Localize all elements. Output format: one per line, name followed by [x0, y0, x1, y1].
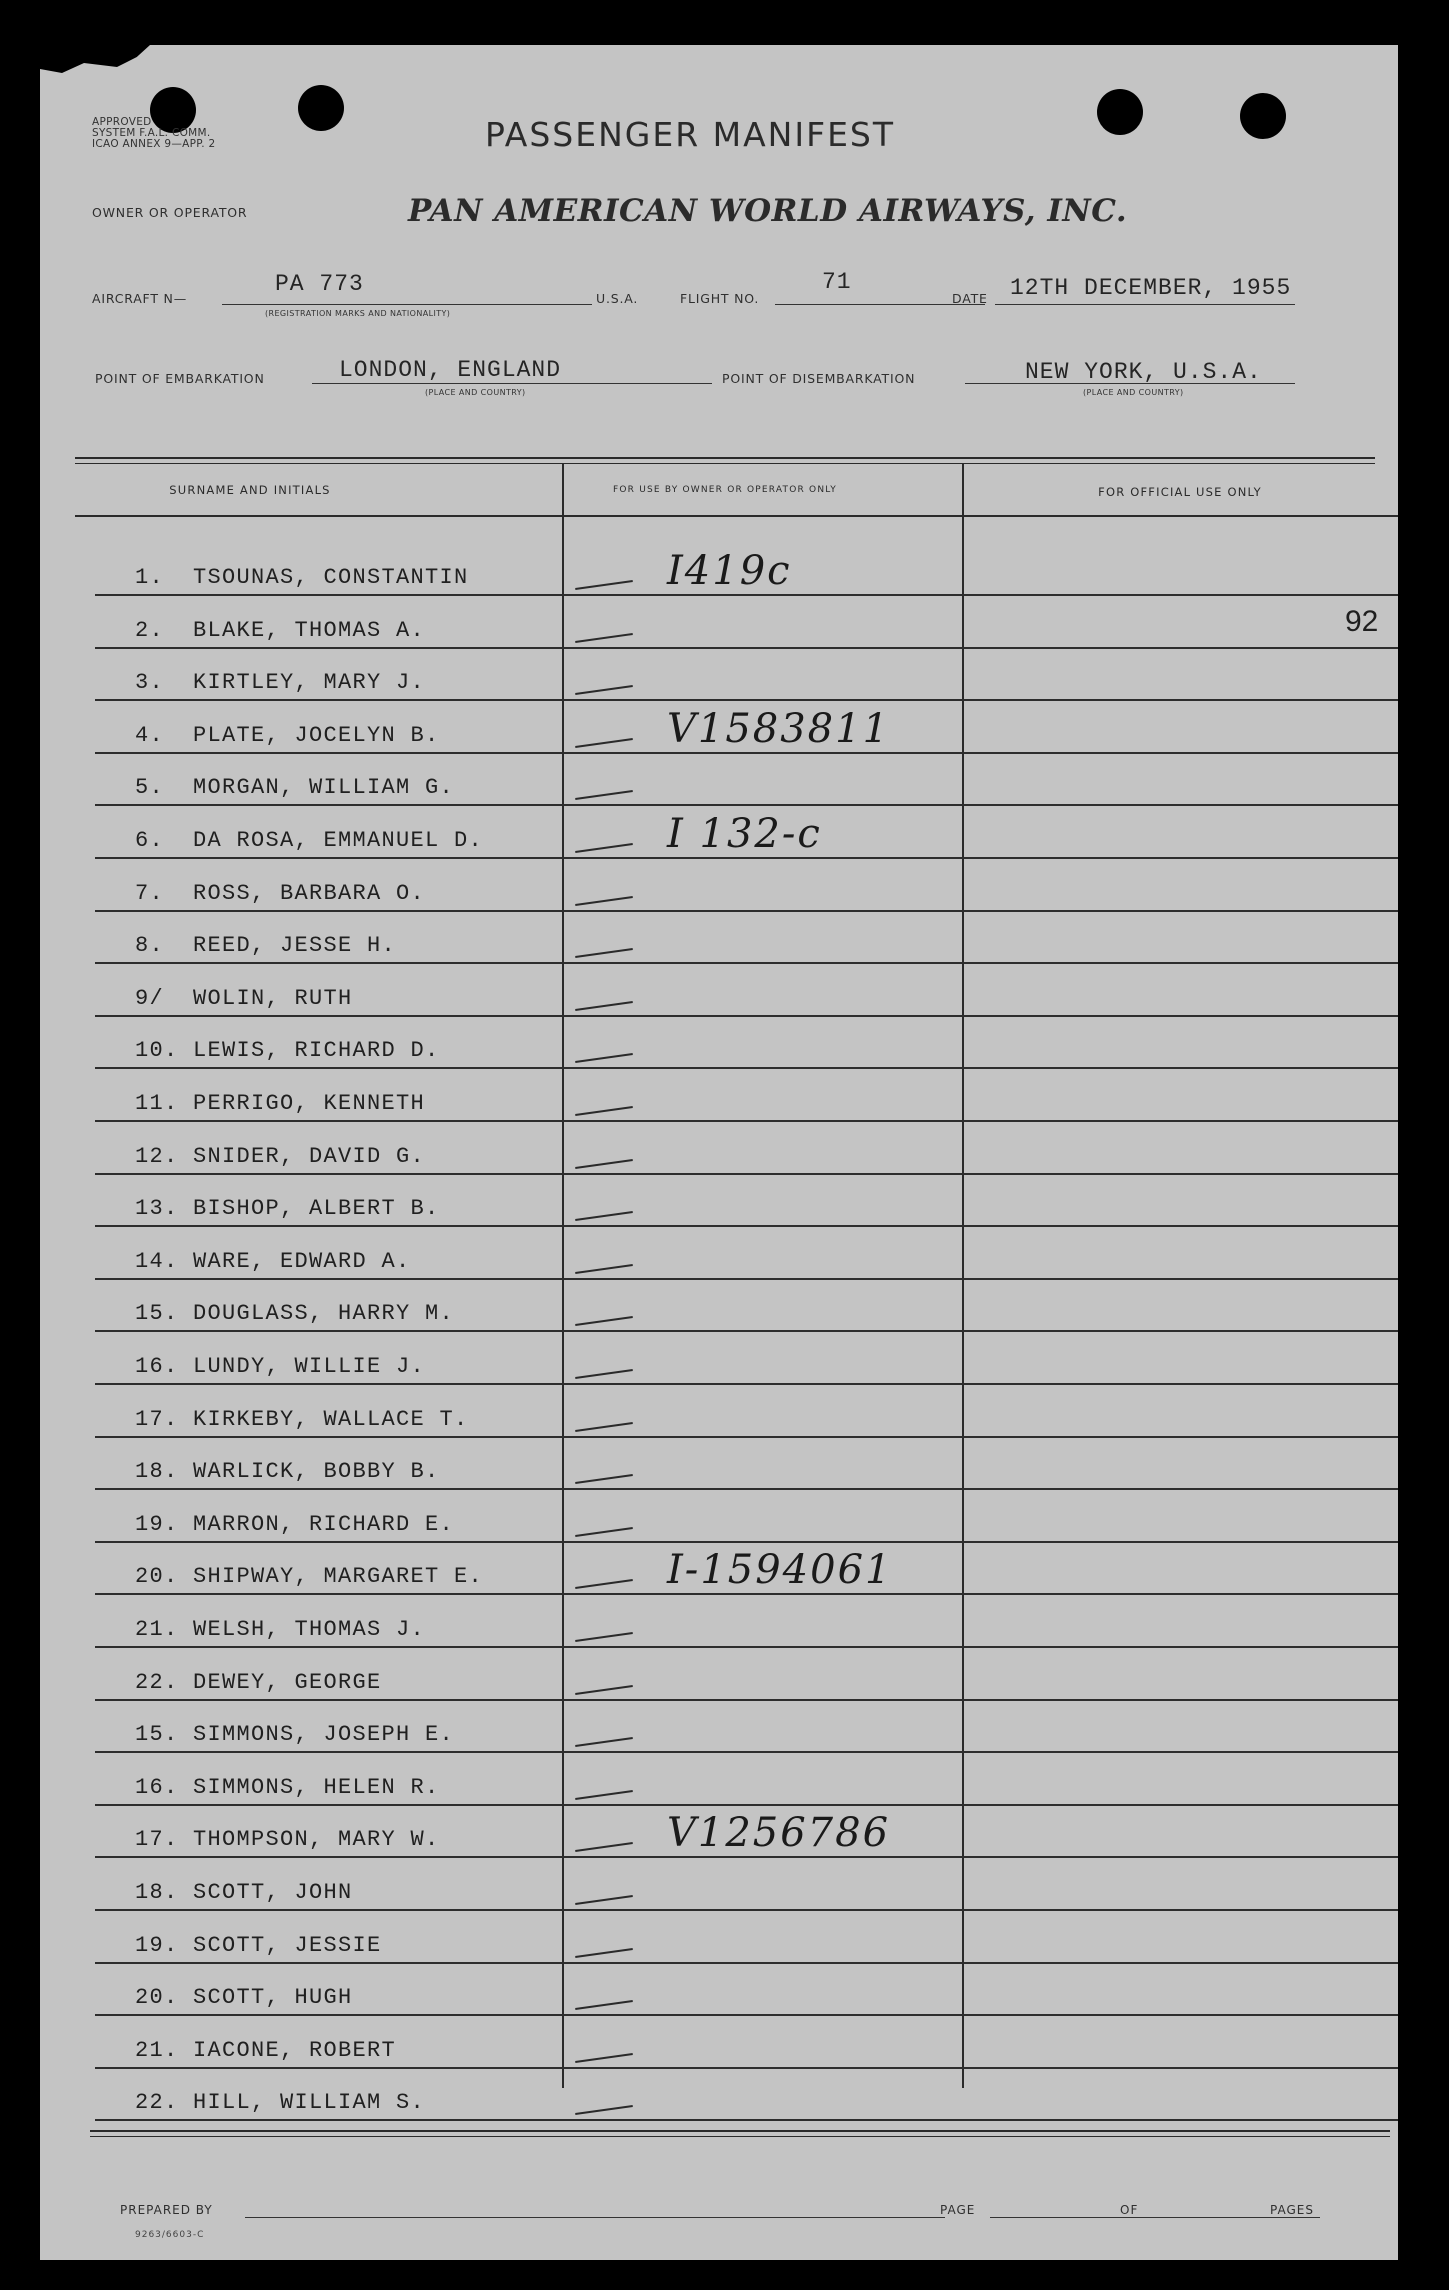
passenger-number: 19.: [135, 1932, 179, 1958]
passenger-row: [95, 1069, 1398, 1122]
passenger-number: 8.: [135, 933, 165, 959]
check-mark: [575, 738, 633, 748]
passenger-row: [95, 1227, 1398, 1280]
passenger-number: 16.: [135, 1774, 179, 1800]
passenger-row: [95, 1753, 1398, 1806]
passenger-row: [95, 1648, 1398, 1701]
passenger-surname-initials: BISHOP, ALBERT B.: [193, 1196, 440, 1222]
check-mark: [575, 2000, 633, 2010]
form-number: 9263/6603-C: [135, 2230, 205, 2240]
passenger-number: 3.: [135, 670, 165, 696]
handwritten-note: V1583811: [667, 705, 891, 752]
check-mark: [575, 1264, 633, 1274]
passenger-number: 2.: [135, 617, 165, 643]
passenger-surname-initials: WARLICK, BOBBY B.: [193, 1459, 440, 1485]
handwritten-note: V1256786: [667, 1810, 891, 1857]
check-mark: [575, 948, 633, 958]
passenger-number: 5.: [135, 775, 165, 801]
column-header-owner-use: FOR USE BY OWNER OR OPERATOR ONLY: [613, 485, 837, 495]
passenger-row: [95, 964, 1398, 1017]
punch-hole: [1240, 93, 1286, 139]
passenger-name: [135, 1249, 411, 1274]
passenger-name: [135, 2090, 425, 2115]
passenger-row: [95, 1595, 1398, 1648]
passenger-row: [95, 2068, 1398, 2121]
passenger-number: 9/: [135, 985, 165, 1011]
check-mark: [575, 1948, 633, 1958]
check-mark: [575, 843, 633, 853]
operator-name: PAN AMERICAN WORLD AIRWAYS, INC.: [408, 193, 1128, 229]
passenger-surname-initials: LUNDY, WILLIE J.: [193, 1354, 426, 1379]
check-mark: [575, 1053, 633, 1063]
passenger-name: [135, 723, 440, 748]
check-mark: [575, 633, 633, 643]
passenger-surname-initials: MARRON, RICHARD E.: [193, 1511, 455, 1537]
passenger-number: 17.: [135, 1406, 179, 1432]
passenger-surname-initials: REED, JESSE H.: [193, 933, 397, 959]
passenger-row: [95, 806, 1398, 859]
passenger-name: [135, 1301, 454, 1326]
passenger-number: 22.: [135, 2090, 179, 2116]
passenger-name: [135, 1617, 425, 1642]
passenger-surname-initials: MORGAN, WILLIAM G.: [193, 775, 455, 801]
passenger-number: 18.: [135, 1880, 179, 1905]
passenger-surname-initials: SIMMONS, JOSEPH E.: [193, 1722, 455, 1748]
column-header-official-use: FOR OFFICIAL USE ONLY: [1098, 485, 1262, 499]
aircraft-registration: PA 773: [275, 271, 364, 297]
passenger-name: [135, 2038, 396, 2063]
check-mark: [575, 790, 633, 800]
disembarkation-value: NEW YORK, U.S.A.: [1025, 359, 1262, 385]
passenger-row: [95, 596, 1398, 649]
passenger-name: [135, 1564, 483, 1589]
torn-corner: [40, 45, 150, 85]
passenger-row: [95, 1858, 1398, 1911]
passenger-surname-initials: KIRTLEY, MARY J.: [193, 670, 426, 696]
check-mark: [575, 1422, 633, 1432]
passenger-name: [135, 1827, 440, 1852]
passenger-name: [135, 1354, 425, 1379]
passenger-surname-initials: DOUGLASS, HARRY M.: [193, 1301, 455, 1327]
passenger-surname-initials: DEWEY, GEORGE: [193, 1669, 382, 1695]
passenger-number: 22.: [135, 1669, 179, 1695]
passenger-name: [135, 1038, 440, 1063]
passenger-name: [135, 1196, 440, 1221]
passenger-surname-initials: HILL, WILLIAM S.: [193, 2090, 426, 2116]
flight-number: 71: [822, 269, 852, 295]
passenger-row: [95, 648, 1398, 701]
flight-label: FLIGHT NO.: [680, 291, 760, 306]
passenger-row: [95, 1016, 1398, 1069]
passenger-number: 4.: [135, 722, 165, 748]
passenger-surname-initials: KIRKEBY, WALLACE T.: [193, 1406, 469, 1432]
handwritten-note: I 132-c: [667, 811, 822, 857]
check-mark: [575, 1001, 633, 1011]
owner-label: OWNER OR OPERATOR: [92, 205, 248, 220]
passenger-name: [135, 670, 425, 695]
passenger-number: 17.: [135, 1827, 179, 1853]
passenger-surname-initials: PLATE, JOCELYN B.: [193, 722, 440, 748]
passenger-name: [135, 1933, 382, 1958]
passenger-surname-initials: WELSH, THOMAS J.: [193, 1617, 426, 1642]
passenger-surname-initials: SCOTT, JOHN: [193, 1880, 353, 1905]
passenger-surname-initials: PERRIGO, KENNETH: [193, 1091, 426, 1116]
passenger-row: [95, 1279, 1398, 1332]
disembarkation-sublabel: (PLACE AND COUNTRY): [1083, 388, 1184, 397]
row-rule: [95, 2119, 1398, 2121]
handwritten-note: I419c: [667, 548, 792, 594]
passenger-surname-initials: IACONE, ROBERT: [193, 2037, 397, 2063]
passenger-surname-initials: SNIDER, DAVID G.: [193, 1143, 426, 1169]
passenger-name: [135, 1512, 454, 1537]
passenger-number: 18.: [135, 1459, 179, 1485]
passenger-row: [95, 543, 1398, 596]
passenger-surname-initials: LEWIS, RICHARD D.: [193, 1038, 440, 1064]
passenger-number: 21.: [135, 2037, 179, 2063]
passenger-row: [95, 1911, 1398, 1964]
passenger-name: [135, 1459, 440, 1484]
check-mark: [575, 1316, 633, 1326]
passenger-name: [135, 1091, 425, 1116]
passenger-row: [95, 859, 1398, 912]
handwritten-note: I-1594061: [667, 1547, 893, 1594]
passenger-name: [135, 775, 454, 800]
passenger-surname-initials: ROSS, BARBARA O.: [193, 880, 426, 906]
passenger-name: [135, 933, 396, 958]
passenger-surname-initials: SCOTT, JESSIE: [193, 1932, 382, 1958]
passenger-row: [95, 1700, 1398, 1753]
check-mark: [575, 2053, 633, 2063]
check-mark: [575, 1159, 633, 1169]
usa-label: U.S.A.: [596, 291, 639, 306]
check-mark: [575, 1895, 633, 1905]
passenger-surname-initials: DA ROSA, EMMANUEL D.: [193, 828, 484, 853]
passenger-surname-initials: WOLIN, RUTH: [193, 985, 353, 1011]
approval-note: APPROVED SYSTEM F.A.L. COMM. ICAO ANNEX 9—APP. 2: [92, 116, 216, 150]
passenger-number: 15.: [135, 1301, 179, 1327]
embarkation-value: LONDON, ENGLAND: [339, 357, 562, 383]
check-mark: [575, 1842, 633, 1852]
date-label: DATE: [952, 291, 988, 306]
aircraft-sublabel: (REGISTRATION MARKS AND NATIONALITY): [265, 309, 451, 318]
check-mark: [575, 2105, 633, 2115]
check-mark: [575, 1632, 633, 1642]
form-title: PASSENGER MANIFEST: [485, 115, 896, 154]
passenger-number: 11.: [135, 1091, 179, 1116]
disembarkation-label: POINT OF DISEMBARKATION: [722, 371, 916, 386]
prepared-by-label: PREPARED BY: [120, 2203, 213, 2217]
passenger-row: [95, 911, 1398, 964]
aircraft-label: AIRCRAFT N—: [92, 291, 187, 306]
check-mark: [575, 1211, 633, 1221]
passenger-row: [95, 1122, 1398, 1175]
passenger-number: 10.: [135, 1038, 179, 1064]
passenger-row: [95, 1542, 1398, 1595]
passenger-row: [95, 1332, 1398, 1385]
passenger-number: 20.: [135, 1985, 179, 2011]
passenger-number: 16.: [135, 1354, 179, 1379]
passenger-number: 12.: [135, 1143, 179, 1169]
passenger-surname-initials: BLAKE, THOMAS A.: [193, 617, 426, 643]
passenger-number: 14.: [135, 1248, 179, 1274]
pages-label: PAGES: [1270, 2203, 1314, 2217]
passenger-row: [95, 1385, 1398, 1438]
passenger-surname-initials: WARE, EDWARD A.: [193, 1248, 411, 1274]
manifest-sheet: [40, 45, 1398, 2260]
embarkation-label: POINT OF EMBARKATION: [95, 371, 265, 386]
page-label: PAGE: [940, 2203, 976, 2217]
passenger-number: 21.: [135, 1617, 179, 1642]
passenger-number: 1.: [135, 565, 165, 590]
passenger-number: 7.: [135, 880, 165, 906]
check-mark: [575, 1579, 633, 1589]
passenger-name: [135, 1880, 353, 1905]
passenger-number: 19.: [135, 1511, 179, 1537]
passenger-number: 13.: [135, 1196, 179, 1222]
passenger-row: [95, 2016, 1398, 2069]
check-mark: [575, 896, 633, 906]
passenger-number: 20.: [135, 1564, 179, 1590]
passenger-number: 15.: [135, 1722, 179, 1748]
check-mark: [575, 1685, 633, 1695]
check-mark: [575, 580, 633, 590]
passenger-name: [135, 618, 425, 643]
passenger-name: [135, 1722, 454, 1747]
passenger-number: 6.: [135, 828, 165, 853]
passenger-row: [95, 1437, 1398, 1490]
passenger-name: [135, 1407, 469, 1432]
passenger-row: [95, 1490, 1398, 1543]
passenger-row: [95, 1963, 1398, 2016]
passenger-surname-initials: SIMMONS, HELEN R.: [193, 1774, 440, 1800]
passenger-row: [95, 753, 1398, 806]
passenger-name: [135, 1775, 440, 1800]
check-mark: [575, 1106, 633, 1116]
passenger-surname-initials: SCOTT, HUGH: [193, 1985, 353, 2011]
embarkation-sublabel: (PLACE AND COUNTRY): [425, 388, 526, 397]
punch-hole: [298, 85, 344, 131]
check-mark: [575, 1527, 633, 1537]
check-mark: [575, 1737, 633, 1747]
check-mark: [575, 1369, 633, 1379]
passenger-row: [95, 1174, 1398, 1227]
check-mark: [575, 685, 633, 695]
passenger-name: [135, 828, 483, 853]
passenger-name: [135, 1985, 353, 2010]
passenger-name: [135, 986, 353, 1011]
passenger-row: [95, 701, 1398, 754]
check-mark: [575, 1474, 633, 1484]
passenger-row: [95, 1805, 1398, 1858]
passenger-name: [135, 1670, 382, 1695]
check-mark: [575, 1790, 633, 1800]
passenger-surname-initials: THOMPSON, MARY W.: [193, 1827, 440, 1853]
official-use-entry: 92: [1345, 604, 1379, 638]
column-header-surname: SURNAME AND INITIALS: [169, 483, 331, 497]
passenger-name: [135, 1144, 425, 1169]
passenger-surname-initials: SHIPWAY, MARGARET E.: [193, 1564, 484, 1590]
punch-hole: [1097, 89, 1143, 135]
passenger-name: [135, 565, 469, 590]
of-label: OF: [1120, 2203, 1139, 2217]
flight-date: 12TH DECEMBER, 1955: [1010, 275, 1292, 301]
passenger-name: [135, 881, 425, 906]
passenger-surname-initials: TSOUNAS, CONSTANTIN: [193, 565, 469, 590]
